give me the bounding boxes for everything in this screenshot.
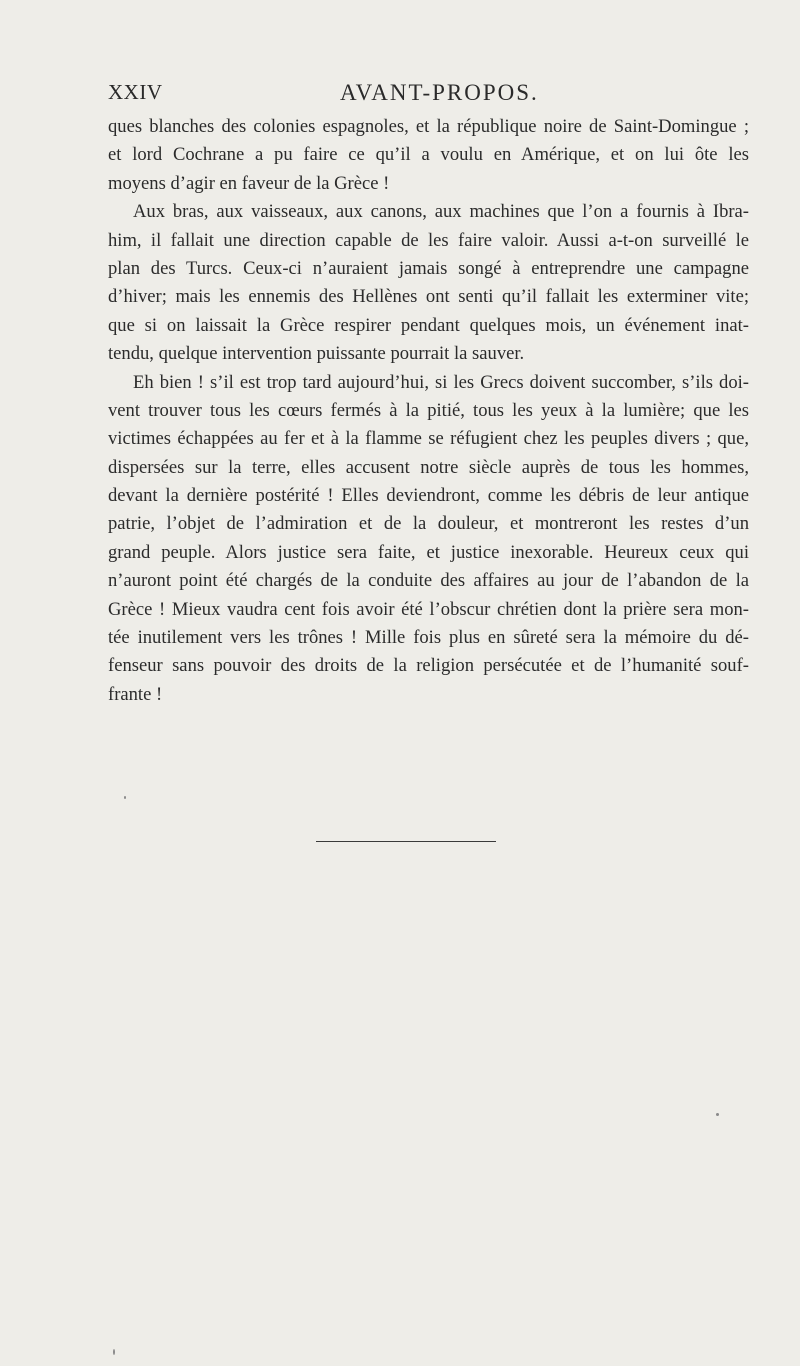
body-text xyxy=(108,113,749,709)
text-line: n’auront point été chargés de la conduite des affaires au jour de l’abandon de la xyxy=(108,570,749,592)
page-header xyxy=(108,80,748,110)
text-line: devant la dernière postérité ! Elles deviendront, comme les débris de leur antique xyxy=(108,485,749,507)
text-line: ques blanches des colonies espagnoles, et la république noire de Saint-Domingue ; xyxy=(108,116,749,137)
paragraph-first-line: Eh bien ! s’il est trop tard aujourd’hui, si les Grecs doivent succomber, s’ils doi- xyxy=(133,371,749,393)
text-line: him, il fallait une direction capable de les faire valoir. Aussi a-t-on surveillé le xyxy=(108,229,749,251)
running-title: AVANT-PROPOS. xyxy=(340,80,539,105)
section-divider xyxy=(316,841,496,842)
text-line: tendu, quelque intervention puissante pourrait la sauver. xyxy=(108,343,525,365)
page-number: XXIV xyxy=(108,80,163,104)
paragraph-first-line: Aux bras, aux vaisseaux, aux canons, aux machines que l’on a fournis à Ibra- xyxy=(133,201,749,223)
paper-speck xyxy=(113,1349,115,1355)
text-line: tée inutilement vers les trônes ! Mille fois plus en sûreté sera la mémoire du dé- xyxy=(108,627,749,649)
text-line: fenseur sans pouvoir des droits de la religion persécutée et de l’humanité souf- xyxy=(108,655,749,677)
text-line: Grèce ! Mieux vaudra cent fois avoir été l’obscur chrétien dont la prière sera mon- xyxy=(108,598,749,620)
text-line: patrie, l’objet de l’admiration et de la douleur, et montreront les restes d’un xyxy=(108,513,749,535)
text-line: dispersées sur la terre, elles accusent notre siècle auprès de tous les hommes, xyxy=(108,456,749,478)
text-line: frante ! xyxy=(108,683,163,705)
text-line: moyens d’agir en faveur de la Grèce ! xyxy=(108,172,390,194)
text-line: vent trouver tous les cœurs fermés à la pitié, tous les yeux à la lumière; que les xyxy=(108,399,749,421)
text-line: plan des Turcs. Ceux-ci n’auraient jamais songé à entreprendre une campagne xyxy=(108,257,749,279)
text-line: que si on laissait la Grèce respirer pendant quelques mois, un événement inat- xyxy=(108,314,749,336)
text-line: victimes échappées au fer et à la flamme se réfugient chez les peuples divers ; que, xyxy=(108,428,749,450)
text-line: et lord Cochrane a pu faire ce qu’il a voulu en Amérique, et on lui ôte les xyxy=(108,144,749,166)
paper-speck xyxy=(124,796,126,799)
text-line: d’hiver; mais les ennemis des Hellènes ont senti qu’il fallait les exterminer vite; xyxy=(108,286,749,308)
text-line: grand peuple. Alors justice sera faite, et justice inexorable. Heureux ceux qui xyxy=(108,541,749,563)
paper-speck xyxy=(716,1113,719,1116)
